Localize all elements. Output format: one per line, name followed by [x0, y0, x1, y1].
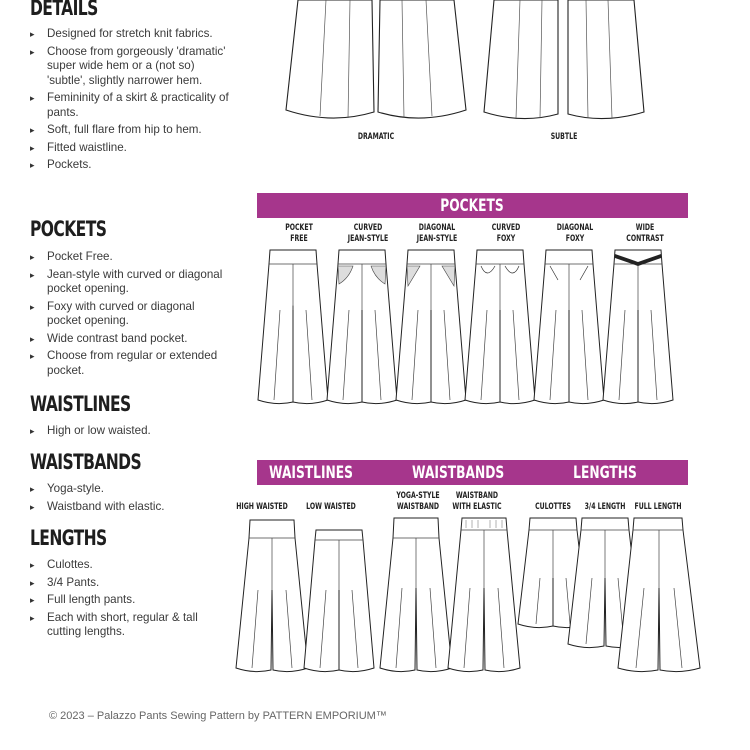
pockets-panel-title: POCKETS [440, 196, 504, 216]
label-high-waisted: HIGH WAISTED [236, 502, 288, 512]
list-item: ▸ Jean-style with curved or diagonal pocket opening. [30, 268, 230, 297]
list-item: ▸ Full length pants. [30, 593, 230, 608]
section-title: WAISTBANDS [30, 450, 142, 474]
waistbands-list [30, 482, 230, 514]
pants-illustration-dramatic [286, 0, 466, 125]
copyright-footer: © 2023 – Palazzo Pants Sewing Pattern by PATTERN EMPORIUM™ [49, 710, 387, 722]
waistlines-list [30, 424, 230, 439]
lengths-panel-title: LENGTHS [573, 463, 637, 483]
list-item: ▸ 3/4 Pants. [30, 576, 230, 591]
list-item: ▸ Soft, full flare from hip to hem. [30, 123, 230, 138]
pocket-label-diagonal-jean: DIAGONAL JEAN-STYLE [416, 223, 458, 244]
hem-label-dramatic: DRAMATIC [357, 132, 395, 142]
label-elastic-waistband: WAISTBAND WITH ELASTIC [452, 491, 502, 512]
pants-illustration-diagonal-foxy [534, 250, 604, 405]
list-item: ▸ Pocket Free. [30, 250, 230, 265]
label-three-quarter-length: 3/4 LENGTH [584, 502, 626, 512]
label-full-length: FULL LENGTH [634, 502, 682, 512]
list-item: ▸ Wide contrast band pocket. [30, 332, 230, 347]
pockets-list [30, 250, 230, 378]
section-title: WAISTLINES [30, 392, 131, 416]
pocket-label-curved-jean: CURVED JEAN-STYLE [347, 223, 389, 244]
pants-illustration-elastic-waistband [448, 518, 520, 672]
pants-illustration-pocket-free [258, 250, 328, 405]
list-item: ▸ High or low waisted. [30, 424, 230, 439]
list-item: ▸ Choose from gorgeously 'dramatic' super wide hem or a (not so) 'subtle', slightly narrower hem. [30, 45, 230, 89]
list-item: ▸ Culottes. [30, 558, 230, 573]
pants-illustration-curved-jean [327, 250, 397, 405]
lengths-list [30, 558, 230, 640]
pocket-label-curved-foxy: CURVED FOXY [491, 223, 521, 244]
pocket-label-wide-contrast: WIDE CONTRAST [626, 223, 664, 244]
section-details [30, 0, 230, 173]
section-title: POCKETS [30, 217, 107, 241]
section-pockets [30, 217, 230, 378]
waistbands-panel-title: WAISTBANDS [412, 463, 505, 483]
hem-label-subtle: SUBTLE [550, 132, 578, 142]
label-yoga-waistband: YOGA-STYLE WAISTBAND [396, 491, 440, 512]
section-waistlines [30, 392, 230, 439]
list-item: ▸ Choose from regular or extended pocket. [30, 349, 230, 378]
section-lengths [30, 526, 230, 640]
details-list [30, 27, 230, 173]
label-culottes: CULOTTES [535, 502, 571, 512]
list-item: ▸ Waistband with elastic. [30, 500, 230, 515]
list-item: ▸ Fitted waistline. [30, 141, 230, 156]
list-item: ▸ Designed for stretch knit fabrics. [30, 27, 230, 42]
pants-illustration-full-length [618, 518, 700, 674]
pants-illustration-high-waisted [236, 520, 308, 672]
list-item: ▸ Each with short, regular & tall cutting lengths. [30, 611, 230, 640]
label-low-waisted: LOW WAISTED [306, 502, 356, 512]
list-item: ▸ Yoga-style. [30, 482, 230, 497]
waistlines-panel-title: WAISTLINES [269, 463, 353, 483]
pants-illustration-low-waisted [304, 530, 374, 672]
list-item: ▸ Foxy with curved or diagonal pocket opening. [30, 300, 230, 329]
pants-illustration-yoga-waistband [380, 518, 452, 672]
section-waistbands [30, 450, 230, 514]
pocket-label-diagonal-foxy: DIAGONAL FOXY [556, 223, 594, 244]
pants-illustration-diagonal-jean [396, 250, 466, 405]
pants-illustration-wide-contrast [603, 250, 673, 405]
pants-illustration-subtle [484, 0, 644, 125]
pants-illustration-curved-foxy [465, 250, 535, 405]
pocket-label-free: POCKET FREE [285, 223, 313, 244]
section-title: DETAILS [30, 0, 98, 20]
list-item: ▸ Femininity of a skirt & practicality of pants. [30, 91, 230, 120]
list-item: ▸ Pockets. [30, 158, 230, 173]
section-title: LENGTHS [30, 526, 107, 550]
